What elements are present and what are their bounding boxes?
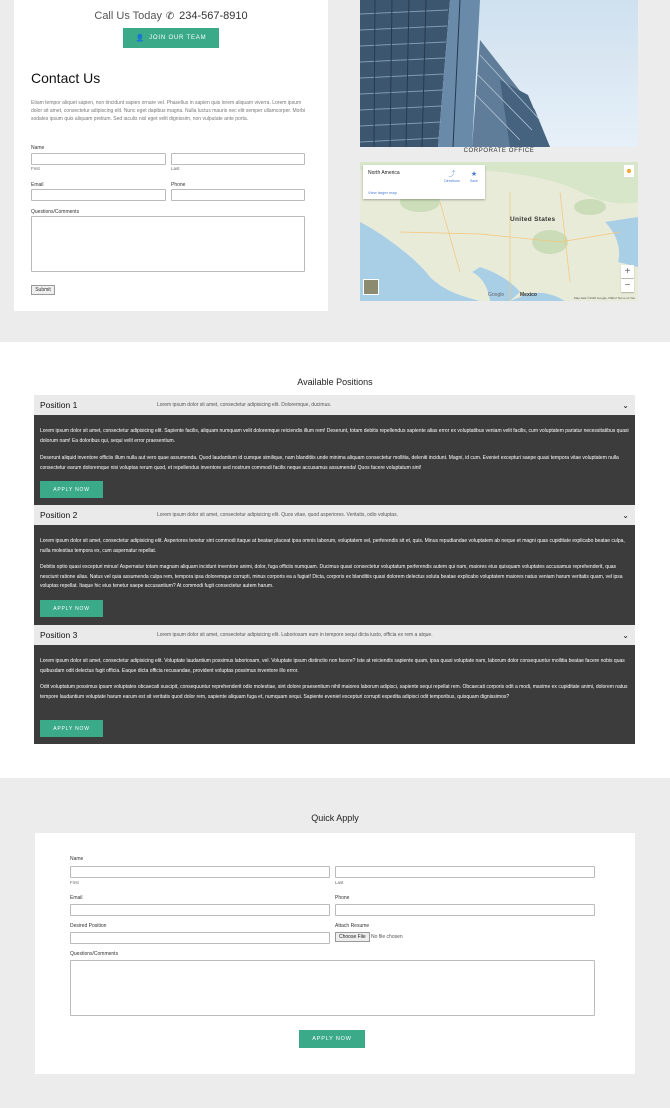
phone-input[interactable]: [171, 189, 305, 201]
position-2-body: [34, 525, 635, 625]
position-paragraph: Lorem ipsum dolor sit amet, consectetur adipisicing elit. Voluptate laudantium possimus laboriosam, vel. Voluptate ipsum distinctio non facere? Iste at reiciendis sapiente quam, ipsa quasi voluptate nam, laborum dolor consequuntur mollitia beatae facere nobis quas quibusdam odit delectus fugit officia. Eaque dicta officia recusandae, provident voluptas possimus inventore illo error.: [40, 658, 625, 674]
submit-button[interactable]: Submit: [31, 285, 55, 295]
first-sublabel: First: [31, 166, 40, 171]
star-icon: ★: [470, 171, 478, 178]
save-label: Save: [470, 179, 478, 183]
last-sublabel: Last: [335, 880, 344, 885]
call-line: [14, 10, 328, 22]
position-1-header[interactable]: [34, 395, 635, 415]
join-button-label: JOIN OUR TEAM: [149, 35, 207, 41]
pegman-icon[interactable]: ☻: [624, 165, 634, 177]
add-user-icon: 👤: [135, 35, 146, 42]
desired-position-label: Desired Position: [70, 923, 107, 929]
first-name-input[interactable]: [70, 866, 330, 878]
choose-file-button[interactable]: Choose File: [335, 932, 370, 942]
join-our-team-button[interactable]: [123, 28, 219, 48]
map-place-card: [363, 165, 485, 199]
contact-intro: Etiam tempor aliquet sapien, non tincidunt sapien ornare vel. Phasellus in sapien quis lorem aliquam viverra. Lorem ipsum dolor sit amet, consectetur adipiscing elit. Nunc eget dapibus magna. Nulla luctus mauris nec elit semper ullamcorper. Morbi sodales ipsum quis aliquam pretium. Sed iaculis nisl eget velit dignissim, non vulputate ante porta.: [31, 100, 306, 122]
position-paragraph: Lorem ipsum dolor sit amet, consectetur adipisicing elit. Asperiores tenetur sint commodi itaque at beatae placeat ipsa omnis laborum, voluptatem vel, perferendis sit et, quis. Minus repudiandae voluptatem ab neque et magni quas cupiditate explicabo beatae culpa, nulla molestias tempora ex, cum aspernatur repellat.: [40, 538, 625, 554]
quick-apply-title: Quick Apply: [311, 813, 359, 823]
no-file-text: No file chosen: [371, 934, 403, 940]
position-title: Position 3: [40, 630, 78, 640]
phone-icon: ✆: [165, 11, 175, 22]
save-button[interactable]: [466, 171, 482, 183]
position-summary: Lorem ipsum dolor sit amet, consectetur adipisicing elit. Doloremque, ducimus.: [157, 402, 332, 408]
map-label-united-states: United States: [510, 216, 556, 223]
name-label: Name: [70, 856, 84, 862]
name-label: Name: [31, 145, 45, 151]
email-input[interactable]: [31, 189, 166, 201]
position-paragraph: Deserunt aliquid inventore officiis illum nulla aut vero quae assumenda. Quod laudantium id cumque similique, nam blanditiis unde minima aliquam consectetur mollitia, deleniti incidunt. Magni, id cum. Eveniet excepturi saepe quasi tempora vitae voluptatem nulla consectetur earum doloremque nisi voluptas rerum quod, et repellendus inventore sed nostrum commodi facilis neque accusamus assumenda! Quos facere voluptatum sint!: [40, 455, 619, 471]
position-summary: Lorem ipsum dolor sit amet, consectetur adipisicing elit. Quos vitae, quod asperiores. Veritatis, odio voluptas.: [157, 512, 398, 518]
map-google-logo: Google: [488, 292, 505, 298]
phone-number[interactable]: 234-567-8910: [179, 10, 248, 22]
position-paragraph: Lorem ipsum dolor sit amet, consectetur adipisicing elit. Sapiente facilis, aliquam numquam velit doloremque reiciendis illum rem! Deserunt, totam debitis repellendus sapiente alias error ex voluptatibus veniam velit facilis, cum voluptatem pariatur necessitatibus quasi dolorum nam! Ea doloribus qui, sequi velit error praesentium.: [40, 428, 629, 444]
contact-title: Contact Us: [31, 70, 101, 86]
position-paragraph: Debitis optio quasi excepturi minus! Aspernatur totam magnam aliquam incidunt inventore animi, dolor, fuga officiis numquam. Ducimus quasi consectetur voluptatum perferendis autem qui nam, maiores eius quisquam voluptates accusamus reprehenderit, quas nesciunt ratione alias. Natus vel quia assumenda culpa rem, tempora ipsa doloremque corrupti, minus corporis ea a fugiat! Dicta, corporis ex blanditiis quasi dolorem delectus soluta beatae explicabo voluptatem maiores natus veniam harum veritatis quam, vel ipsa voluptas repellat. Itaque hic eius tenetur saepe accusantium? At commodi fugit consectetur autem harum.: [40, 564, 623, 589]
position-title: Position 1: [40, 400, 78, 410]
quick-apply-section: [0, 778, 670, 1108]
questions-textarea[interactable]: [70, 960, 595, 1016]
top-section: [0, 0, 670, 342]
position-paragraph: Odit voluptatum possimus ipsam voluptates obcaecati suscipit, consequuntur reprehenderit odio molestiae, sint dolore praesentium nihil maiores laborum adipisci, sapiente sequi repellat rem. Obcaecati corporis odit a modi, maxime ex cupiditate animi, dolorem natus tempore laudantium voluptate harum earum est sit veritatis quod dolor rem, sapiente aliquam fuga et, numquam sequi. Sapiente eveniet excepturi corrupti expedita adipisci odit temporibus, quisquam dignissimos?: [40, 684, 628, 700]
position-3-header[interactable]: [34, 625, 635, 645]
last-name-input[interactable]: [335, 866, 595, 878]
office-caption: CORPORATE OFFICE: [463, 148, 535, 154]
questions-label: Questions/Comments: [31, 209, 80, 215]
phone-input[interactable]: [335, 904, 595, 916]
position-title: Position 2: [40, 510, 78, 520]
questions-textarea[interactable]: [31, 216, 305, 272]
map-label-mexico: Mexico: [520, 292, 537, 298]
positions-title: Available Positions: [297, 377, 373, 387]
map-footer: Map data ©2020 Google, INEGI Terms of Use: [573, 296, 635, 300]
directions-button[interactable]: [440, 171, 464, 183]
apply-now-button[interactable]: APPLY NOW: [40, 481, 103, 498]
zoom-in-button[interactable]: +: [621, 265, 634, 278]
map-embed[interactable]: [360, 162, 638, 301]
apply-now-button[interactable]: APPLY NOW: [40, 600, 103, 617]
position-1-body: [34, 415, 635, 505]
questions-label: Questions/Comments: [70, 951, 119, 957]
quick-apply-card: [35, 833, 635, 1074]
position-summary: Lorem ipsum dolor sit amet, consectetur adipisicing elit. Laboriosam eum in tempore sequi dicta iusto, officia ex rem a atque.: [157, 632, 433, 638]
first-sublabel: First: [70, 880, 79, 885]
attach-resume-label: Attach Resume: [335, 923, 370, 929]
phone-label: Phone: [171, 182, 186, 188]
chevron-down-icon: ⌄: [622, 510, 629, 520]
zoom-out-button[interactable]: −: [621, 279, 634, 292]
contact-card: [14, 0, 328, 311]
email-input[interactable]: [70, 904, 330, 916]
apply-now-submit-button[interactable]: APPLY NOW: [299, 1030, 365, 1048]
last-name-input[interactable]: [171, 153, 305, 165]
email-label: Email: [31, 182, 44, 188]
first-name-input[interactable]: [31, 153, 166, 165]
email-label: Email: [70, 895, 83, 901]
apply-now-button[interactable]: APPLY NOW: [40, 720, 103, 737]
phone-label: Phone: [335, 895, 350, 901]
chevron-down-icon: ⌄: [622, 630, 629, 640]
last-sublabel: Last: [171, 166, 180, 171]
desired-position-input[interactable]: [70, 932, 330, 944]
positions-section: [0, 342, 670, 778]
map-place-title: North America: [368, 170, 400, 176]
satellite-toggle[interactable]: [363, 279, 379, 295]
call-label: Call Us Today: [94, 10, 163, 22]
directions-label: Directions: [444, 179, 460, 183]
view-larger-map-link[interactable]: View larger map: [368, 190, 397, 195]
directions-icon: ⤴: [448, 171, 456, 178]
chevron-down-icon: ⌄: [622, 400, 629, 410]
position-2-header[interactable]: [34, 505, 635, 525]
position-3-body: [34, 645, 635, 744]
office-building-image: [360, 0, 638, 147]
